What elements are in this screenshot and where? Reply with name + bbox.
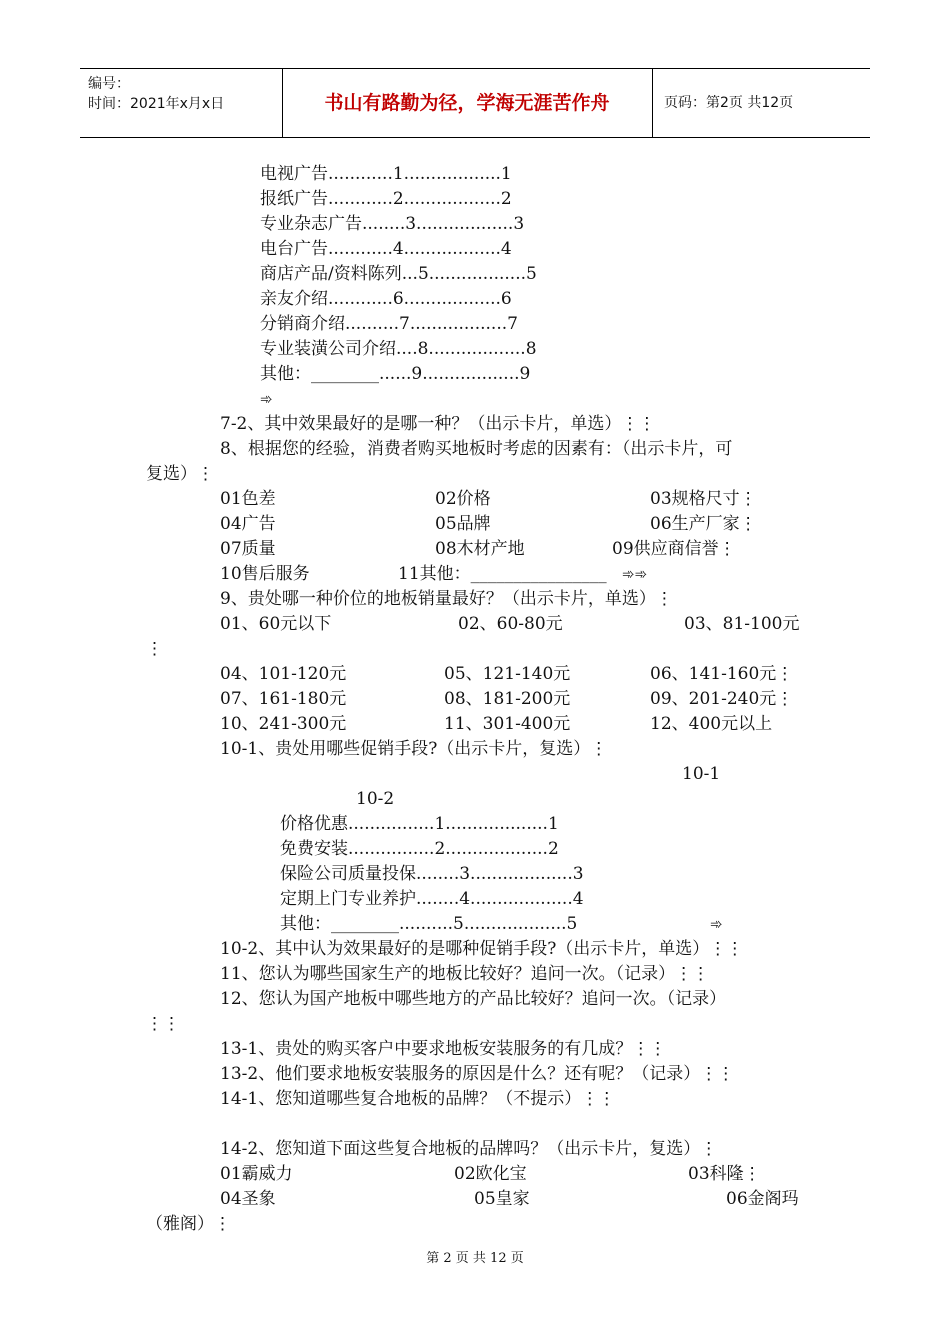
- text-line: 04圣象: [220, 1189, 276, 1209]
- text-line: 09供应商信誉⋮: [612, 539, 736, 559]
- text-line: 02、60-80元: [458, 614, 563, 634]
- text-line: 06、141-160元⋮: [650, 664, 794, 684]
- text-line: 10-1、贵处用哪些促销手段?（出示卡片，复选）⋮: [220, 739, 608, 759]
- text-line: 商店产品/资料陈列...5..................5: [260, 264, 537, 284]
- text-line: 01、60元以下: [220, 614, 332, 634]
- text-line: 9、贵处哪一种价位的地板销量最好？（出示卡片，单选）⋮: [220, 589, 673, 609]
- text-line: 11其他：________________: [398, 564, 607, 584]
- text-line: 12、400元以上: [650, 714, 773, 734]
- text-line: 其他：________..........5...................5: [280, 914, 578, 934]
- text-line: 05、121-140元: [444, 664, 571, 684]
- text-line: 08、181-200元: [444, 689, 571, 709]
- text-line: ⋮: [146, 639, 163, 659]
- text-line: 03科隆⋮: [688, 1164, 761, 1184]
- text-line: 报纸广告............2..................2: [260, 189, 512, 209]
- header-meta: [80, 69, 283, 137]
- text-line: 10、241-300元: [220, 714, 347, 734]
- text-line: 01霸威力: [220, 1164, 293, 1184]
- text-line: 04、101-120元: [220, 664, 347, 684]
- text-line: 01色差: [220, 489, 276, 509]
- text-line: 06生产厂家⋮: [650, 514, 757, 534]
- text-line: 04广告: [220, 514, 276, 534]
- text-line: 02欧化宝: [454, 1164, 527, 1184]
- text-line: 定期上门专业养护........4...................4: [280, 889, 584, 909]
- text-line: （雅阁）⋮: [146, 1214, 231, 1234]
- text-line: 06金阁玛: [726, 1189, 799, 1209]
- page-footer: 第 2 页 共 12 页: [426, 1251, 524, 1266]
- text-line: 专业装潢公司介绍....8..................8: [260, 339, 537, 359]
- text-line: 11、301-400元: [444, 714, 571, 734]
- text-line: 11、您认为哪些国家生产的地板比较好？追问一次。（记录）⋮⋮: [220, 964, 710, 984]
- time-label: 时间：2021年x月x日: [88, 96, 225, 112]
- motto: 书山有路勤为径，学海无涯苦作舟: [282, 69, 653, 137]
- text-line: 03规格尺寸⋮: [650, 489, 757, 509]
- text-line: 12、您认为国产地板中哪些地方的产品比较好？追问一次。（记录）: [220, 989, 727, 1009]
- text-line: 10-2: [356, 789, 395, 809]
- text-line: 07质量: [220, 539, 276, 559]
- text-line: 02价格: [435, 489, 491, 509]
- page-header: [80, 68, 870, 138]
- text-line: 03、81-100元: [684, 614, 800, 634]
- text-line: 专业杂志广告........3..................3: [260, 214, 525, 234]
- arrow-icon: ➾➾: [622, 565, 648, 583]
- text-line: 电台广告............4..................4: [260, 239, 512, 259]
- text-line: 13-2、他们要求地板安装服务的原因是什么？还有呢？（记录）⋮⋮: [220, 1064, 735, 1084]
- text-line: 分销商介绍..........7..................7: [260, 314, 518, 334]
- text-line: 14-2、您知道下面这些复合地板的品牌吗？（出示卡片，复选）⋮: [220, 1139, 718, 1159]
- text-line: 09、201-240元⋮: [650, 689, 794, 709]
- text-line: ⋮⋮: [146, 1014, 180, 1034]
- text-line: 电视广告............1..................1: [260, 164, 512, 184]
- text-line: 其他：________......9..................9: [260, 364, 531, 384]
- text-line: 复选）⋮: [146, 464, 214, 484]
- text-line: 价格优惠................1...................1: [280, 814, 559, 834]
- arrow-icon: ➾: [260, 390, 273, 408]
- text-line: 10-1: [682, 764, 721, 784]
- text-line: 10售后服务: [220, 564, 310, 584]
- text-line: 免费安装................2...................2: [280, 839, 559, 859]
- number-label: 编号：: [88, 76, 130, 92]
- text-line: 13-1、贵处的购买客户中要求地板安装服务的有几成？⋮⋮: [220, 1039, 667, 1059]
- text-line: 8、根据您的经验，消费者购买地板时考虑的因素有：（出示卡片，可: [220, 439, 733, 459]
- text-line: 05品牌: [435, 514, 491, 534]
- text-line: 08木材产地: [435, 539, 525, 559]
- text-line: 10-2、其中认为效果最好的是哪种促销手段?（出示卡片，单选）⋮⋮: [220, 939, 744, 959]
- text-line: 保险公司质量投保........3...................3: [280, 864, 584, 884]
- text-line: 14-1、您知道哪些复合地板的品牌？（不提示）⋮⋮: [220, 1089, 616, 1109]
- text-line: 07、161-180元: [220, 689, 347, 709]
- page-info: 页码：第2页 共12页: [664, 95, 794, 111]
- text-line: 7-2、其中效果最好的是哪一种？（出示卡片，单选）⋮⋮: [220, 414, 656, 434]
- arrow-icon: ➾: [710, 915, 723, 933]
- text-line: 亲友介绍............6..................6: [260, 289, 512, 309]
- text-line: 05皇家: [474, 1189, 530, 1209]
